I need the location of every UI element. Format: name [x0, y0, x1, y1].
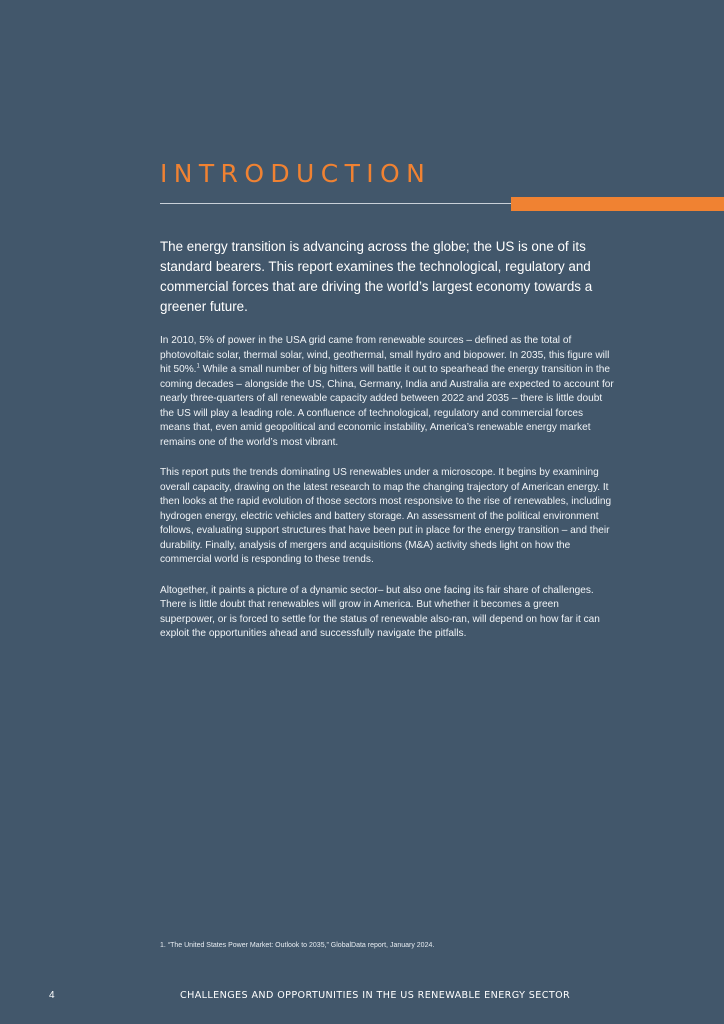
footnote-reference: 1	[196, 363, 200, 370]
title-accent-bar	[511, 197, 724, 211]
lead-paragraph: The energy transition is advancing across the globe; the US is one of its standard bearers. This report examines the technological, regulatory and commercial forces that are driving the world’s largest economy towards a greener future.	[160, 239, 593, 314]
running-footer-title: CHALLENGES AND OPPORTUNITIES IN THE US RENEWABLE ENERGY SECTOR	[180, 990, 571, 1001]
body-paragraph-1	[160, 334, 616, 450]
article-body	[160, 237, 616, 658]
body-paragraph-1-text: In 2010, 5% of power in the USA grid came from renewable sources – defined as the total of photovoltaic solar, thermal solar, wind, geothermal, small hydro and biopower. In 2035, this figure will hit 50%.	[160, 335, 610, 375]
footnote: 1. “The United States Power Market: Outlook to 2035,” GlobalData report, January 2024.	[160, 942, 435, 949]
title-divider-line	[160, 203, 512, 204]
page-number: 4	[49, 990, 55, 1001]
body-paragraph-1-text-continued: While a small number of big hitters will battle it out to spearhead the energy transition in the coming decades – alongside the US, China, Germany, India and Australia are expected to account for nearly three-quarters of all renewable capacity added between 2022 and 2035 – there is little doubt the US will play a leading role. A confluence of technological, regulatory and commercial forces means that, even amid geopolitical and economic instability, America’s renewable energy market remains one of the world’s most vibrant.	[160, 364, 614, 448]
page-title: INTRODUCTION	[160, 159, 432, 188]
body-paragraph-2: This report puts the trends dominating US renewables under a microscope. It begins by examining overall capacity, drawing on the latest research to map the changing trajectory of American energy. It then looks at the rapid evolution of those sectors most responsive to the rise of renewables, including hydrogen energy, electric vehicles and battery storage. An assessment of the political environment follows, evaluating support structures that have been put in place for the energy transition – and their durability. Finally, analysis of mergers and acquisitions (M&A) activity sheds light on how the commercial world is responding to these trends.	[160, 467, 612, 565]
body-paragraph-3: Altogether, it paints a picture of a dynamic sector– but also one facing its fair share of challenges. There is little doubt that renewables will grow in America. But whether it becomes a green superpower, or is forced to settle for the status of renewable also-ran, will depend on how far it can exploit the opportunities ahead and successfully navigate the pitfalls.	[160, 584, 600, 639]
